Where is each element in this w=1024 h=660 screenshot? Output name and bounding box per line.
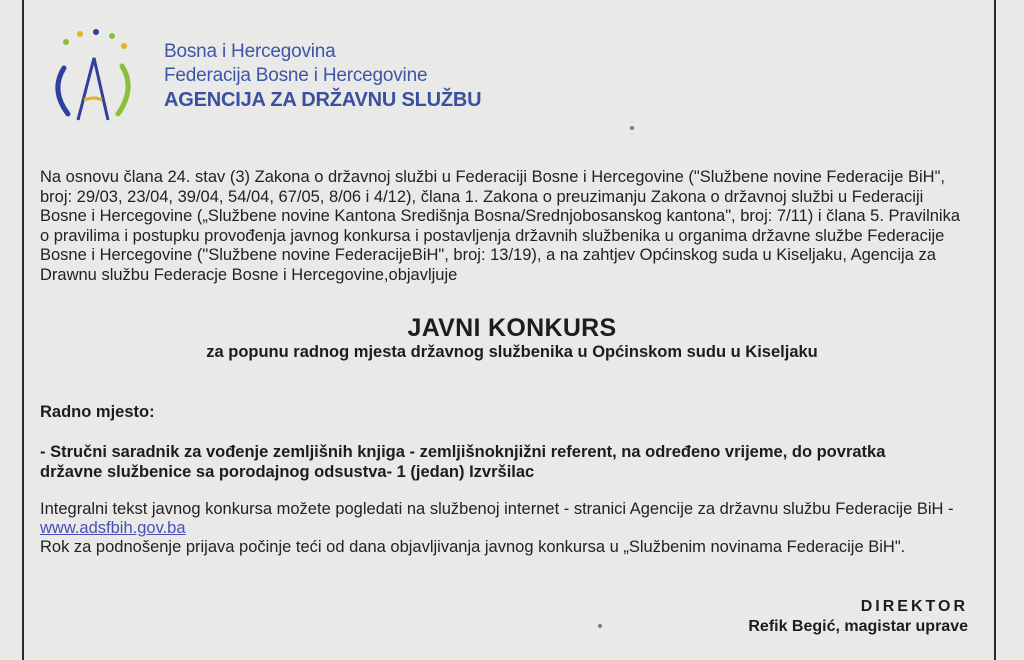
announcement-subtitle: za popunu radnog mjesta državnog službenika u Općinskom sudu u Kiseljaku xyxy=(206,343,818,361)
logo-dot xyxy=(77,31,83,37)
logo-dot xyxy=(121,43,127,49)
print-speck xyxy=(630,126,634,130)
announcement-title: JAVNI KONKURS xyxy=(407,314,617,342)
logo-figure xyxy=(78,58,108,120)
integral-text-block xyxy=(40,500,960,557)
position-heading: Radno mjesto: xyxy=(40,403,155,421)
agency-name xyxy=(164,40,481,112)
logo-left-arc xyxy=(58,68,68,114)
print-speck xyxy=(598,624,602,628)
agency-header xyxy=(44,28,524,138)
logo-dot xyxy=(109,33,115,39)
website-link[interactable]: www.adsfbih.gov.ba xyxy=(40,519,186,537)
agency-logo xyxy=(44,28,140,128)
intro-paragraph: Na osnovu člana 24. stav (3) Zakona o državnoj službi u Federaciji Bosne i Hercegovine ("Službene novine Federacije BiH", broj: 29/03, 23/04, 39/04, 54/04, 67/05, 8/06 i 4/12), člana 1. Zakona o preuzimanju Zakona o državnoj službi u Federaciji Bosne i Hercegovine („Službene novine Kantona Središnja Bosna/Srednjobosanskog kantona", broj: 7/11) i člana 5. Pravilnika o pravilima i postupku provođenja javnog konkursa i postavljenja državnih službenika u organima državne službe Federacije Bosne i Hercegovine ("Službene novine FederacijeBiH", broj: 13/19), a na zahtjev Općinskog suda u Kiseljaku, Agencija za Drawnu službu Federacje Bosne i Hercegovine,objavljuje xyxy=(40,168,961,284)
logo-right-arc xyxy=(118,66,128,114)
logo-dot xyxy=(63,39,69,45)
signature-block xyxy=(748,597,968,637)
announcement-title-block xyxy=(0,314,1024,362)
position-description: - Stručni saradnik za vođenje zemljišnih knjiga - zemljišnoknjižni referent, na određeno vrijeme, do povratka državne službenice sa porodajnog odsustva- 1 (jedan) Izvršilac xyxy=(40,443,886,481)
signature-name: Refik Begić, magistar uprave xyxy=(748,618,968,635)
agency-line-country: Bosna i Hercegovina xyxy=(164,41,336,62)
logo-figure-bar xyxy=(84,98,102,100)
signature-role: DIREKTOR xyxy=(860,598,968,615)
agency-line-title: AGENCIJA ZA DRŽAVNU SLUŽBU xyxy=(164,89,482,111)
logo-dot xyxy=(93,29,99,35)
integral-text: Integralni tekst javnog konkursa možete pogledati na službenoj internet - stranici Agencije za državnu službu Federacije BiH - xyxy=(40,500,954,518)
agency-line-federation: Federacija Bosne i Hercegovine xyxy=(164,65,428,86)
deadline-text: Rok za podnošenje prijava počinje teći od dana objavljivanja javnog konkursa u „Službenim novinama Federacije BiH". xyxy=(40,538,906,556)
